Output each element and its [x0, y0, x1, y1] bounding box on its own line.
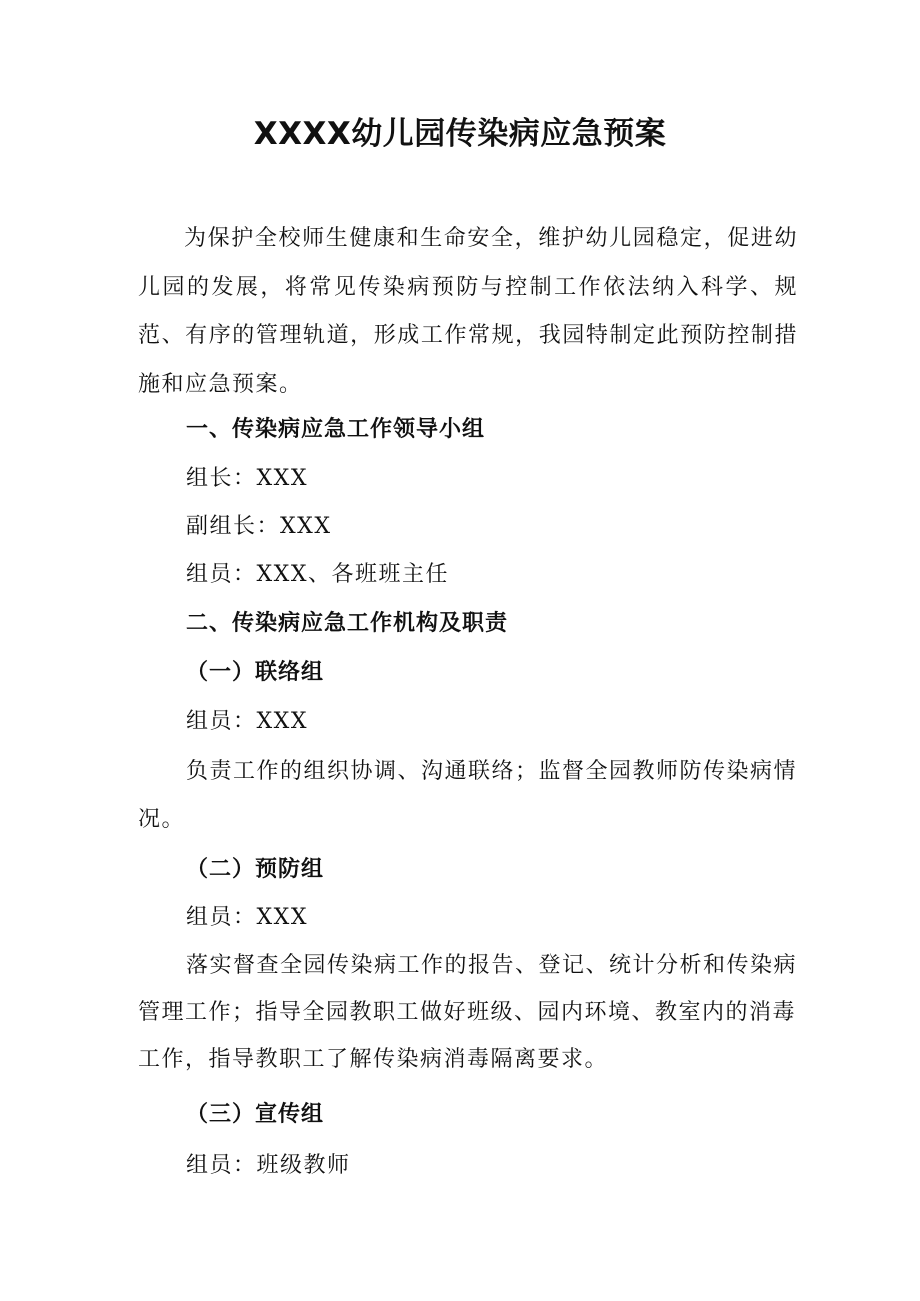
group2-duty-line2: 管理工作；指导全园教职工做好班级、园内环境、教室内的消毒 [138, 1000, 797, 1025]
group1-members: 组员：XXX [186, 709, 308, 734]
section1-members: 组员：XXX、各班班主任 [186, 562, 449, 587]
section2-heading: 二、传染病应急工作机构及职责 [186, 611, 509, 636]
group2-members: 组员：XXX [186, 905, 308, 930]
section1-heading: 一、传染病应急工作领导小组 [186, 417, 486, 442]
section1-leader: 组长：XXX [186, 466, 308, 491]
group2-duty-line1: 落实督查全园传染病工作的报告、登记、统计分析和传染病 [186, 953, 798, 978]
group3-members: 组员：班级教师 [186, 1153, 351, 1178]
group2-duty-line3: 工作，指导教职工了解传染病消毒隔离要求。 [138, 1047, 609, 1072]
group2-heading: （二）预防组 [186, 857, 325, 882]
group1-heading: （一）联络组 [186, 660, 325, 685]
group1-duty-line1: 负责工作的组织协调、沟通联络；监督全园教师防传染病情 [186, 759, 798, 784]
group1-duty-line2: 况。 [138, 807, 186, 832]
group3-heading: （三）宣传组 [186, 1102, 325, 1127]
section1-deputy: 副组长：XXX [186, 514, 332, 539]
document-title: XXXX幼儿园传染病应急预案 [253, 116, 667, 152]
intro-paragraph: 为保护全校师生健康和生命安全，维护幼儿园稳定，促进幼儿园的发展，将常见传染病预防与控制工作依法纳入科学、规范、有序的管理轨道，形成工作常规，我园特制定此预防控制措施和应急预案。 [138, 226, 798, 397]
